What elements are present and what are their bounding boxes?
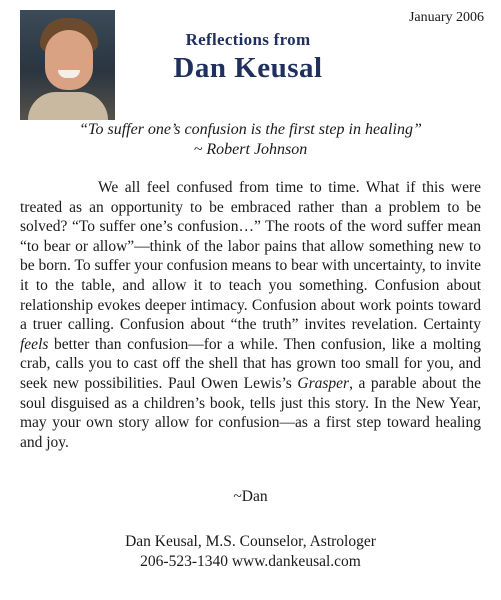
footer-credentials: Dan Keusal, M.S. Counselor, Astrologer: [125, 533, 376, 550]
quote-attribution: ~ Robert Johnson: [193, 141, 308, 158]
body-emphasis-feels: feels: [20, 335, 49, 353]
book-title: Grasper: [297, 374, 350, 392]
contact-footer: [0, 532, 501, 572]
body-text-2: better than confusion—for a while. Then confusion, like a molting crab, calls you to cast off the shell that has grown too small for you, and seek new possibilities. Paul Owen Lewis’s: [20, 335, 481, 392]
newsletter-header: [118, 30, 378, 85]
body-text-1: We all feel confused from time to time. What if this were treated as an opportunity to be embraced rather than a problem to be solved? “To suffer one’s confusion…” The roots of the word suffer mean “to bear or allow”—think of the labor pains that allow something new to be born. To suffer your confusion means to bear with uncertainty, to invite it to the table, and allow it to teach you something. Confusion about relationship evokes deeper intimacy. Confusion about work points toward a truer calling. Confusion about “the truth” invites revelation. Certainty: [20, 179, 481, 334]
epigraph: [20, 120, 481, 160]
footer-contact: 206-523-1340 www.dankeusal.com: [140, 553, 361, 570]
article-body: [20, 178, 481, 452]
author-photo: [20, 10, 115, 120]
body-text-3: , a parable about the soul disguised as a children’s book, tells just this story. In the New Year, may your own story allow for confusion—as a first step toward healing and joy.: [20, 374, 481, 451]
header-title: Dan Keusal: [173, 52, 323, 84]
newsletter-date: January 2006: [408, 10, 484, 25]
quote-text: “To suffer one’s confusion is the first step in healing”: [79, 121, 422, 138]
signature: ~Dan: [233, 488, 268, 505]
header-subtitle: Reflections from: [185, 30, 311, 49]
